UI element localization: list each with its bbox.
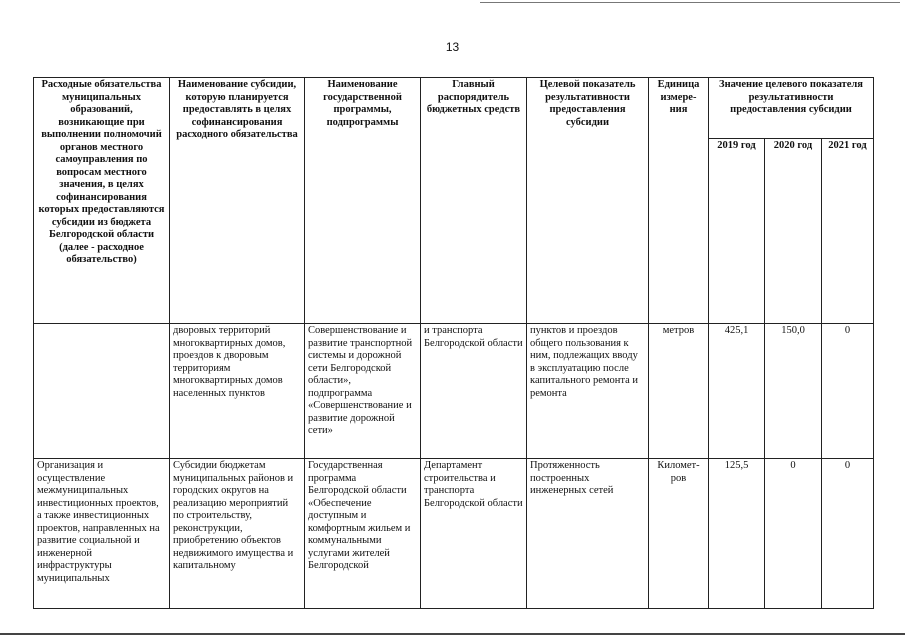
cell-subsidy: дворовых территорий многоквартирных домов, проездов к дворовым территориям многоквартирных домов населенных пунктов <box>170 324 305 459</box>
cell-2021: 0 <box>822 324 874 459</box>
cell-program: Государственная программа Белгородской области «Обеспечение доступным и комфортным жильем и коммунальными услугами жителей Белгородской <box>305 459 421 609</box>
cell-indicator: пунктов и проездов общего пользования к ним, подлежащих вводу в эксплуатацию после капитального ремонта и ремонта <box>527 324 649 459</box>
top-rule <box>480 2 900 3</box>
header-program: Наименование государственной программы, подпрограммы <box>305 78 421 324</box>
cell-subsidy: Субсидии бюджетам муниципальных районов и городских округов на реализацию мероприятий по строительству, реконструкции, приобретению объектов недвижимого имущества и капитальному <box>170 459 305 609</box>
cell-obligation: Организация и осуществление межмуниципальных инвестиционных проектов, а также инвестиционных проектов, направленных на развитие социальной и инженерной инфраструктуры муниципальных <box>34 459 170 609</box>
cell-unit: метров <box>649 324 709 459</box>
cell-unit: Километ-ров <box>649 459 709 609</box>
header-indicator: Целевой показатель результативности предоставления субсидии <box>527 78 649 324</box>
header-unit: Единица измере-ния <box>649 78 709 324</box>
header-year-2020: 2020 год <box>765 139 822 324</box>
cell-2020: 0 <box>765 459 822 609</box>
header-row <box>34 78 874 139</box>
bottom-rule <box>0 633 905 635</box>
cell-obligation <box>34 324 170 459</box>
table-row <box>34 324 874 459</box>
cell-2019: 425,1 <box>709 324 765 459</box>
cell-indicator: Протяженность построенных инженерных сетей <box>527 459 649 609</box>
cell-2021: 0 <box>822 459 874 609</box>
header-year-2019: 2019 год <box>709 139 765 324</box>
cell-2020: 150,0 <box>765 324 822 459</box>
header-obligation: Расходные обязательства муниципальных образований, возникающие при выполнении полномочий органов местного самоуправления по вопросам местного значения, в целях софинансирования которых предоставляются субсидии из бюджета Белгородской области (далее - расходное обязательство) <box>34 78 170 324</box>
table-row <box>34 459 874 609</box>
header-subsidy: Наименование субсидии, которую планируется предоставлять в целях софинансирования расходного обязательства <box>170 78 305 324</box>
page-number: 13 <box>445 40 460 54</box>
header-year-2021: 2021 год <box>822 139 874 324</box>
header-distributor: Главный распорядитель бюджетных средств <box>421 78 527 324</box>
cell-program: Совершенствование и развитие транспортной системы и дорожной сети Белгородской области», подпрограмма «Совершенствование и развитие дорожной сети» <box>305 324 421 459</box>
subsidy-table <box>33 77 874 609</box>
header-target-values: Значение целевого показателя результативности предоставления субсидии <box>709 78 874 139</box>
cell-2019: 125,5 <box>709 459 765 609</box>
cell-distributor: и транспорта Белгородской области <box>421 324 527 459</box>
cell-distributor: Департамент строительства и транспорта Белгородской области <box>421 459 527 609</box>
